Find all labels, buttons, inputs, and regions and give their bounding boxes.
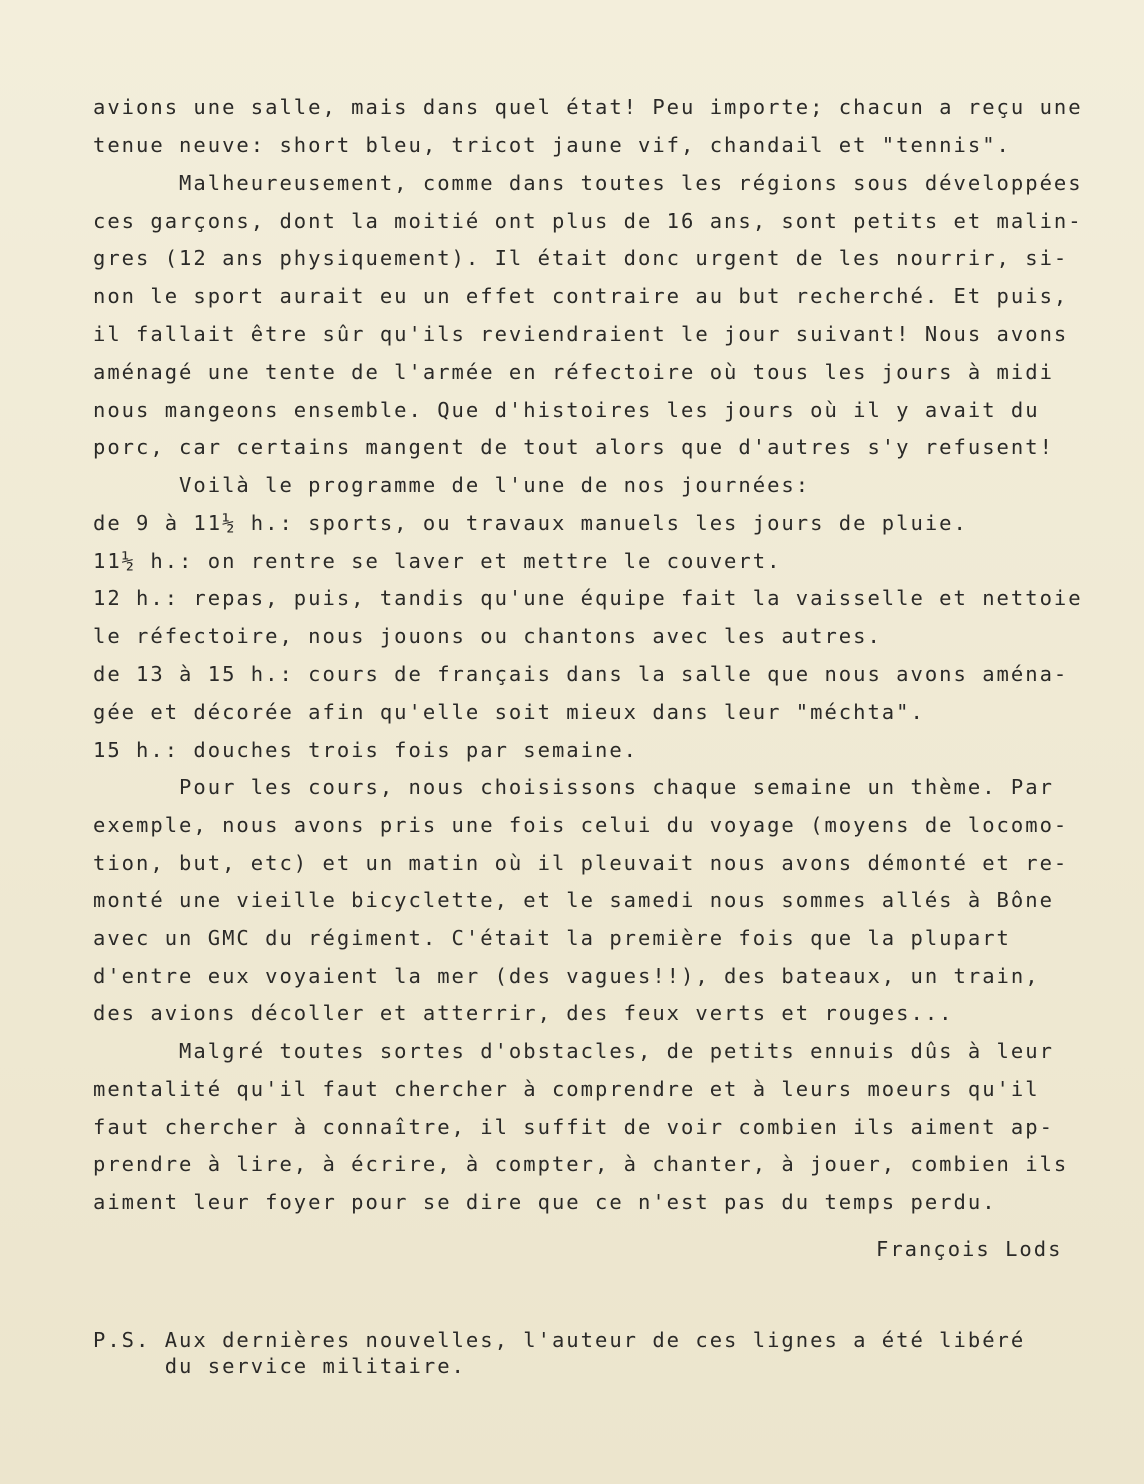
text-line: mentalité qu'il faut chercher à comprendre et à leurs moeurs qu'il (93, 1077, 1040, 1101)
text-line: gres (12 ans physiquement). Il était donc urgent de les nourrir, si- (93, 246, 1069, 270)
schedule-line: 11½ h.: on rentre se laver et mettre le couvert. (93, 549, 782, 573)
schedule-line: 12 h.: repas, puis, tandis qu'une équipe fait la vaisselle et nettoie (93, 586, 1083, 610)
postscript-line: du service militaire. (93, 1354, 466, 1378)
text-line: monté une vieille bicyclette, et le samedi nous sommes allés à Bône (93, 888, 1054, 912)
text-line: faut chercher à connaître, il suffit de voir combien ils aiment ap- (93, 1115, 1054, 1139)
text-line: Voilà le programme de l'une de nos journées: (93, 473, 811, 497)
text-line: Malheureusement, comme dans toutes les régions sous développées (93, 171, 1083, 195)
postscript-line: P.S. Aux dernières nouvelles, l'auteur de ces lignes a été libéré (93, 1328, 1026, 1352)
text-line: nous mangeons ensemble. Que d'histoires les jours où il y avait du (93, 398, 1040, 422)
signature: François Lods (876, 1237, 1063, 1261)
schedule-line: de 9 à 11½ h.: sports, ou travaux manuels les jours de pluie. (93, 511, 968, 535)
text-line: avions une salle, mais dans quel état! Peu importe; chacun a reçu une (93, 95, 1083, 119)
text-line: d'entre eux voyaient la mer (des vagues!!), des bateaux, un train, (93, 964, 1040, 988)
text-line: tion, but, etc) et un matin où il pleuvait nous avons démonté et re- (93, 851, 1069, 875)
text-line: tenue neuve: short bleu, tricot jaune vif, chandail et "tennis". (93, 133, 1011, 157)
text-line: ces garçons, dont la moitié ont plus de 16 ans, sont petits et malin- (93, 209, 1083, 233)
text-line: des avions décoller et atterrir, des feux verts et rouges... (93, 1001, 954, 1025)
text-line: exemple, nous avons pris une fois celui du voyage (moyens de locomo- (93, 813, 1069, 837)
text-line: il fallait être sûr qu'ils reviendraient le jour suivant! Nous avons (93, 322, 1069, 346)
text-line: Malgré toutes sortes d'obstacles, de petits ennuis dûs à leur (93, 1039, 1054, 1063)
schedule-line: de 13 à 15 h.: cours de français dans la salle que nous avons aména- (93, 662, 1069, 686)
text-line: Pour les cours, nous choisissons chaque semaine un thème. Par (93, 775, 1054, 799)
text-line: avec un GMC du régiment. C'était la première fois que la plupart (93, 926, 1011, 950)
text-line: porc, car certains mangent de tout alors que d'autres s'y refusent! (93, 435, 1054, 459)
text-line: non le sport aurait eu un effet contraire au but recherché. Et puis, (93, 284, 1069, 308)
schedule-line: gée et décorée afin qu'elle soit mieux dans leur "méchta". (93, 700, 925, 724)
text-line: aménagé une tente de l'armée en réfectoire où tous les jours à midi (93, 360, 1054, 384)
schedule-line: le réfectoire, nous jouons ou chantons avec les autres. (93, 624, 882, 648)
text-line: prendre à lire, à écrire, à compter, à chanter, à jouer, combien ils (93, 1152, 1069, 1176)
schedule-line: 15 h.: douches trois fois par semaine. (93, 738, 638, 762)
text-line: aiment leur foyer pour se dire que ce n'est pas du temps perdu. (93, 1190, 997, 1214)
